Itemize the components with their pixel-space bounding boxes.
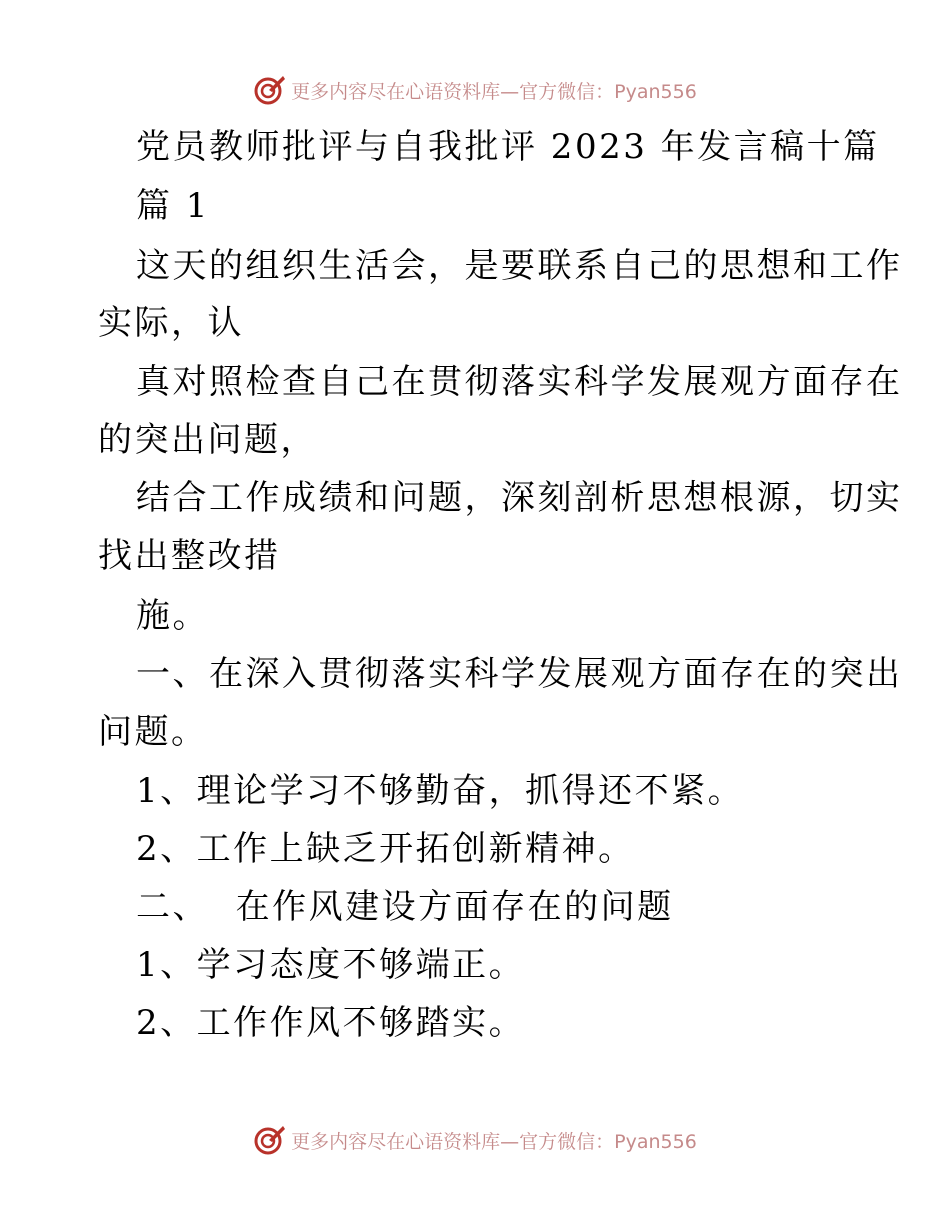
document-title: 党员教师批评与自我批评 2023 年发言稿十篇 xyxy=(136,127,880,167)
watermark-footer xyxy=(0,1120,950,1160)
section-heading: 篇 1 xyxy=(136,186,210,226)
watermark-text: 更多内容尽在心语资料库—官方微信：Pyan556 xyxy=(291,1130,697,1153)
paragraph-line: 的突出问题， xyxy=(98,420,317,460)
paragraph-line: 找出整改措 xyxy=(98,536,281,576)
heading-two: 二、 在作风建设方面存在的问题 xyxy=(136,887,674,927)
paragraph-line: 真对照检查自己在贯彻落实科学发展观方面存在 xyxy=(136,362,903,402)
paragraph-line: 结合工作成绩和问题，深刻剖析思想根源，切实 xyxy=(136,478,903,518)
paragraph-line: 实际，认 xyxy=(98,303,244,343)
heading-one-continued: 问题。 xyxy=(98,712,208,752)
list-item: 1、学习态度不够端正。 xyxy=(136,945,526,985)
watermark-text: 更多内容尽在心语资料库—官方微信：Pyan556 xyxy=(291,80,697,103)
paragraph-line: 这天的组织生活会，是要联系自己的思想和工作 xyxy=(136,246,903,286)
pen-logo-icon xyxy=(253,1123,287,1157)
list-item: 1、理论学习不够勤奋，抓得还不紧。 xyxy=(136,771,745,811)
heading-one: 一、在深入贯彻落实科学发展观方面存在的突出 xyxy=(136,654,903,694)
list-item: 2、工作作风不够踏实。 xyxy=(136,1003,526,1043)
paragraph-line: 施。 xyxy=(136,596,209,636)
list-item: 2、工作上缺乏开拓创新精神。 xyxy=(136,829,635,869)
